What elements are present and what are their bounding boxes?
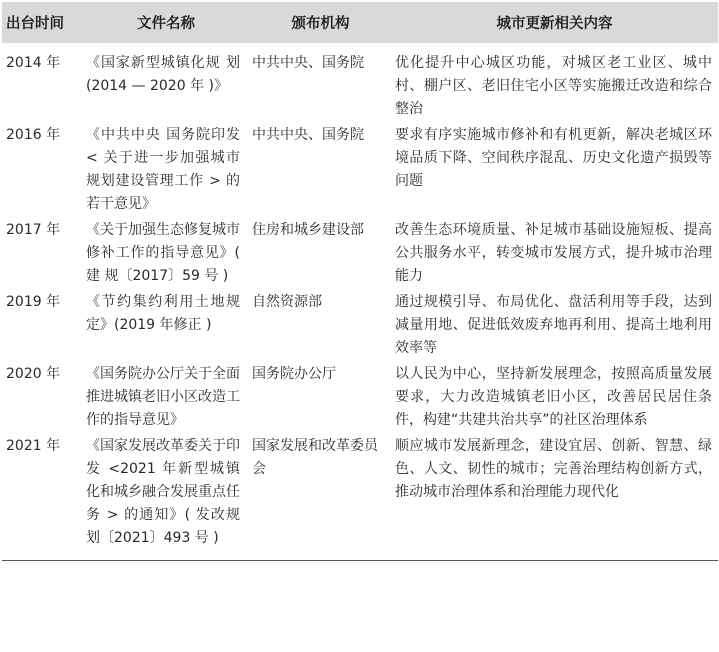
cell-issuing-agency: 中共中央、国务院 bbox=[252, 127, 364, 143]
cell-document-name: 《中共中央 国务院印发 < 关于进一步加强城市规划建设管理工作 > 的若干意见》 bbox=[86, 127, 240, 212]
cell-issuing-agency: 国务院办公厅 bbox=[252, 366, 336, 382]
cell-issue-date: 2021 年 bbox=[2, 432, 82, 561]
table-row bbox=[2, 121, 718, 216]
urban-renewal-policy-table bbox=[2, 2, 718, 561]
cell-issue-date: 2016 年 bbox=[6, 127, 61, 143]
cell-issue-date: 2019 年 bbox=[6, 294, 61, 310]
cell-document-name: 《节约集约利用土地规定》(2019 年修正 ) bbox=[86, 294, 240, 333]
table-row bbox=[2, 360, 718, 432]
header-document-name: 文件名称 bbox=[137, 16, 195, 32]
cell-renewal-content: 以人民为中心，坚持新发展理念，按照高质量发展要求，大力改造城镇老旧小区，改善居民居住条件，构建“共建共治共享”的社区治理体系 bbox=[395, 366, 712, 428]
cell-document-name: 《国家新型城镇化规 划 (2014 — 2020 年 )》 bbox=[86, 55, 240, 94]
cell-issue-date: 2020 年 bbox=[6, 366, 61, 382]
cell-renewal-content: 顺应城市发展新理念，建设宜居、创新、智慧、绿色、人文、韧性的城市；完善治理结构创新方式，推动城市治理体系和治理能力现代化 bbox=[391, 432, 718, 561]
cell-renewal-content: 优化提升中心城区功能，对城区老工业区、城中村、棚户区、老旧住宅小区等实施搬迁改造和综合整治 bbox=[395, 55, 712, 117]
cell-issue-date: 2014 年 bbox=[6, 55, 61, 71]
cell-issuing-agency: 住房和城乡建设部 bbox=[252, 222, 364, 238]
table-row bbox=[2, 288, 718, 360]
table-row bbox=[2, 432, 718, 561]
header-issue-date: 出台时间 bbox=[6, 16, 64, 32]
header-renewal-content: 城市更新相关内容 bbox=[496, 16, 613, 32]
cell-issue-date: 2017 年 bbox=[6, 222, 61, 238]
cell-issuing-agency: 自然资源部 bbox=[252, 294, 322, 310]
header-row bbox=[2, 2, 718, 43]
table-body bbox=[2, 43, 718, 561]
cell-renewal-content: 通过规模引导、布局优化、盘活利用等手段，达到减量用地、促进低效废弃地再利用、提高土地利用效率等 bbox=[395, 294, 712, 356]
cell-document-name: 《国务院办公厅关于全面推进城镇老旧小区改造工作的指导意见》 bbox=[86, 366, 240, 428]
cell-document-name: 《国家发展改革委关于印发 <2021 年新型城镇化和城乡融合发展重点任务 > 的通知》( 发改规划〔2021〕493 号 ) bbox=[82, 432, 250, 561]
cell-renewal-content: 改善生态环境质量、补足城市基础设施短板、提高公共服务水平，转变城市发展方式，提升城市治理能力 bbox=[395, 222, 712, 284]
header-issuing-agency: 颁布机构 bbox=[291, 16, 350, 32]
table-row bbox=[2, 43, 718, 121]
cell-issuing-agency: 中共中央、国务院 bbox=[252, 55, 364, 71]
cell-issuing-agency: 国家发展和改革委员会 bbox=[250, 432, 391, 561]
table-row bbox=[2, 216, 718, 288]
cell-document-name: 《关于加强生态修复城市修补工作的指导意见》( 建 规〔2017〕59 号 ) bbox=[86, 222, 240, 284]
cell-renewal-content: 要求有序实施城市修补和有机更新，解决老城区环境品质下降、空间秩序混乱、历史文化遗产损毁等问题 bbox=[395, 127, 712, 189]
table-header bbox=[2, 2, 718, 43]
